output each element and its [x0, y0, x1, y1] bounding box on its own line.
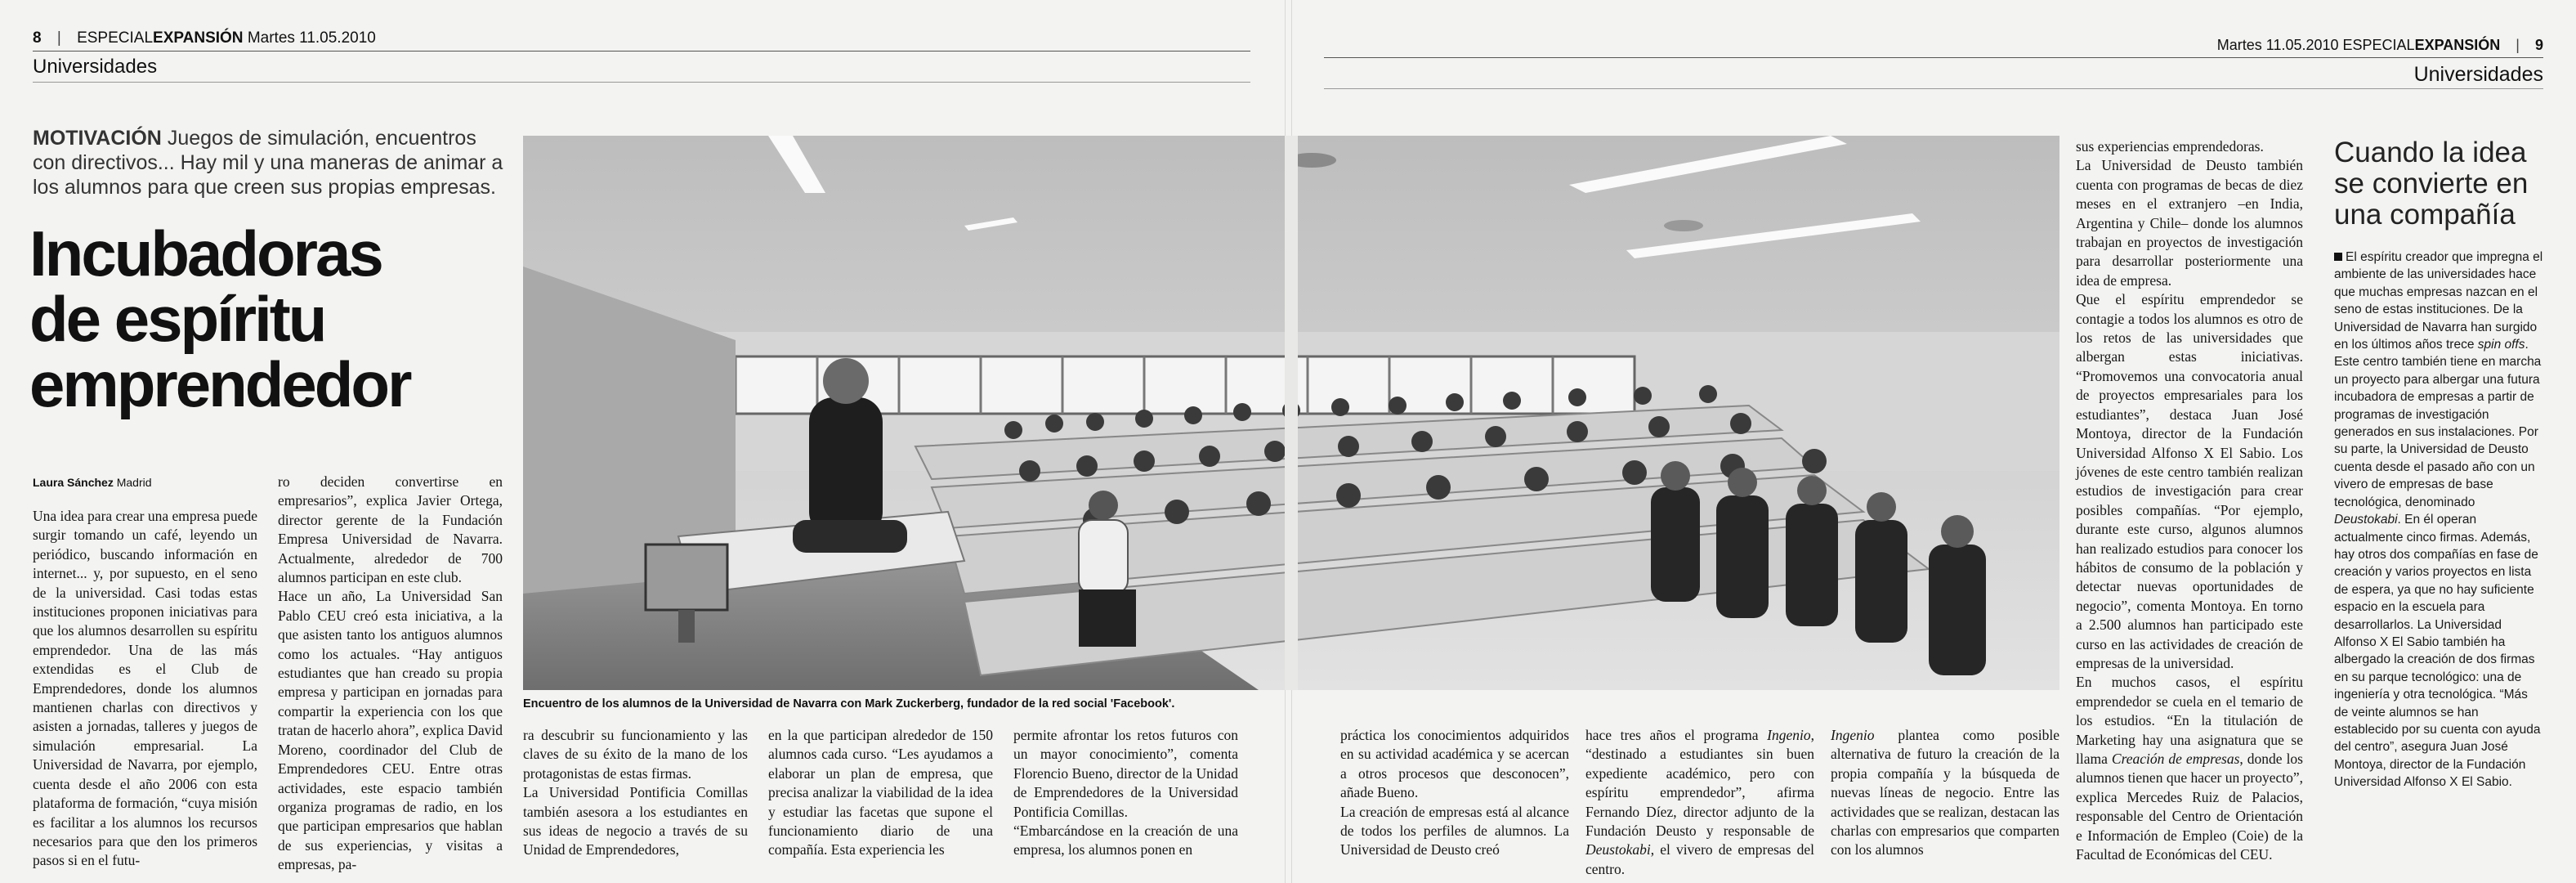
left-page-number: 8 [33, 29, 42, 47]
left-header-date: Martes 11.05.2010 [247, 29, 376, 47]
header-divider: | [2516, 37, 2520, 53]
col9-text-a: sus experiencias emprendedoras. La Universidad de Deusto también cuenta con programas de becas de diez meses en el extranjero –en India, Argentina y Chile– donde los alumnos trabajan en proyectos de investigación para desarrollar posteriormente una idea de empresa. Que el espíritu emprendedor se contagie a todos los alumnos es otro de los retos de las universidades que albergan estas iniciativas. “Promovemos una convocatoria anual de proyectos empresariales para los estudiantes”, destaca Juan José Montoya, director de la Fundación Universidad Alfonso X El Sabio. Los jóvenes de este centro también realizan estudios de investigación para crear posibles compañías. “Por ejemplo, durante este curso, algunos alumnos han realizado estudios para conocer los hábitos de consumo de la población y detectar nuevas oportunidades de negocio”, comenta Montoya. En torno a 2.500 alumnos han participado este curso en las actividades de creación de empresas de la universidad. En muchos casos, el espíritu emprendedor se cuela en el temario de los estudios. “En la titulación de Marketing hay una asignatura que se llama [2076, 138, 2303, 767]
left-section-label: Universidades [33, 56, 158, 78]
body-column-3: ra descubrir su funcionamiento y las claves de su éxito de la mano de los protagonistas de estas firmas. La Universidad Pontificia Comillas también asesora a los estudiantes en sus ideas de negocio a través de su Unidad de Emprendedores, [523, 727, 748, 858]
sidebar-text-a: El espíritu creador que impregna el ambiente de las universidades hace que muchas empresas nazcan en el seno de estas instituciones. De la Universidad de Navarra han surgido en los últimos años trece [2334, 250, 2543, 352]
sidebar-text-c: . En él operan actualmente cinco firmas. Además, hay otros dos compañías en fase de creación y varios proyectos en lista de espera, ya que no hay suficiente espacio en la escuela para desarrollarlos. La Universidad Alfonso X El Sabio también ha albergado la creación de dos firmas en su parque tecnológico: una de ingeniería y otra tecnológica. “Más de veinte alumnos se han establecido por su cuenta con ayuda del centro”, asegura Juan José Montoya, director de la Fundación Universidad Alfonso X El Sabio. [2334, 513, 2541, 790]
left-header-label: ESPECIAL [77, 29, 154, 47]
sidebar-text-b: . Este centro también tiene en marcha un proyecto para albergar una futura incubadora de empresas a partir de programas de investigación generados en sus instalaciones. Por su parte, la Universidad de Deusto cuenta desde el pasado año con un vivero de empresas de base tecnológica, denominado [2334, 338, 2542, 509]
body-column-6: práctica los conocimientos adquiridos en su actividad académica y se acercan a otros procesos que desconocen”, añade Bueno. La creación de empresas está al alcance de todos los perfiles de alumnos. La Universidad de Deusto creó [1340, 727, 1569, 858]
byline-city: Madrid [116, 476, 152, 489]
sidebar-box [2334, 137, 2545, 873]
header-divider: | [56, 29, 61, 47]
col7-program: Ingenio [1767, 727, 1811, 743]
article-headline: Incubadoras de espíritu emprendedor [29, 217, 410, 420]
right-section-rule [1324, 88, 2543, 89]
col9-course: Creación de empresas [2111, 751, 2240, 767]
photo-illustration [523, 136, 2059, 690]
byline-name: Laura Sánchez [33, 476, 114, 489]
left-section-rule [33, 82, 1250, 83]
right-header-date: Martes 11.05.2010 ESPECIAL [2216, 37, 2415, 53]
col7-deustokabi: Deustokabi [1585, 841, 1651, 858]
right-header-rule [1324, 57, 2543, 58]
kicker-label: MOTIVACIÓN [33, 127, 162, 150]
col9-text-b: , donde los alumnos tienen que hacer un proyecto”, explica Mercedes Ruiz de Palacios, responsable del Centro de Orientación e Información de Empleo (Coie) de la Facultad de Económicas del CEU. [2076, 751, 2303, 863]
left-page-header [33, 29, 376, 47]
square-bullet-icon [2334, 253, 2342, 261]
sidebar-title: Cuando la idea se convierte en una compañía [2334, 137, 2529, 231]
sidebar-spinoffs: spin offs [2477, 338, 2525, 352]
col7-text-b: , “destinado a estudiantes sin buen expediente académico, pero con espíritu emprendedor”, afirma Fernando Díez, director adjunto de la Fundación Deusto y responsable de [1585, 727, 1814, 840]
right-section-label: Universidades [2413, 63, 2543, 86]
lecture-hall-photo [523, 136, 2059, 690]
right-page-number: 9 [2534, 37, 2543, 53]
byline [33, 476, 152, 489]
col7-text-c: , el vivero de empresas del centro. [1585, 841, 1814, 877]
body-column-4: en la que participan alrededor de 150 alumnos cada curso. “Les ayudamos a elaborar un plan de empresa, que precisa analizar la viabilidad de la idea y estudiar las facetas que supone el funcionamiento diario de una compañía. Esta experiencia les [768, 727, 993, 858]
body-column-8 [1831, 726, 2059, 860]
col8-program: Ingenio [1831, 727, 1875, 743]
right-page-header [2043, 36, 2543, 54]
body-column-2: ro deciden convertirse en empresarios”, explica Javier Ortega, director gerente de la Fundación Empresa Universidad de Navarra. Actualmente, alrededor de 700 alumnos participan en este club. Hace un año, La Universidad San Pablo CEU creó esta iniciativa, a la que asisten tanto los antiguos alumnos como los actuales. “Hay antiguos estudiantes que han creado su propia empresa y participan en jornadas para compartir la experiencia con los que tratan de hacerlo ahora”, explica David Moreno, coordinador del Club de Emprendedores CEU. Entre otras actividades, este espacio también organiza programas de radio, en los que participan empresarios que hablan de sus experiencias, y visitas a empresas, pa- [278, 473, 503, 873]
right-header-brand: EXPANSIÓN [2414, 37, 2501, 53]
body-column-1: Una idea para crear una empresa puede surgir tomando un café, leyendo un periódico, buscando información en internet... y, por supuesto, en el seno de la universidad. Casi todas estas instituciones proponen iniciativas para que los alumnos desarrollen su espíritu emprendedor. Una de las más extendidas es el Club de Emprendedores, donde los alumnos mantienen charlas con directivos y asisten a jornadas, talleres y juegos de simulación empresarial. La Universidad de Navarra, por ejemplo, cuenta desde el año 2006 con esta plataforma de formación, “cuya misión es facilitar a los alumnos los recursos necesarios para que den los primeros pasos si en el futu- [33, 508, 257, 869]
col8-text: plantea como posible alternativa de futuro la creación de la propia compañía y la búsqueda de nuevas líneas de negocio. Entre las actividades que se realizan, destacan las charlas con empresarios que comparten con los alumnos [1831, 727, 2059, 858]
body-column-7 [1585, 726, 1814, 879]
body-column-9 [2076, 137, 2303, 864]
body-column-5: permite afrontar los retos futuros con un mayor conocimiento”, comenta Florencio Bueno, director de la Unidad de Emprendedores de la Universidad Pontificia Comillas. “Embarcándose en la creación de una empresa, los alumnos ponen en [1013, 727, 1238, 858]
sidebar-text [2334, 249, 2545, 791]
left-header-brand: EXPANSIÓN [153, 29, 244, 47]
article-kicker [33, 126, 507, 199]
col7-text-a: hace tres años el programa [1585, 727, 1768, 743]
sidebar-deustokabi: Deustokabi [2334, 513, 2398, 527]
kicker-text: Juegos de simulación, encuentros con directivos... Hay mil y una maneras de animar a los alumnos para que creen sus propias empresas. [33, 127, 503, 199]
left-header-rule [33, 51, 1250, 52]
photo-caption: Encuentro de los alumnos de la Universidad de Navarra con Mark Zuckerberg, fundador de la red social 'Facebook'. [523, 697, 1175, 710]
